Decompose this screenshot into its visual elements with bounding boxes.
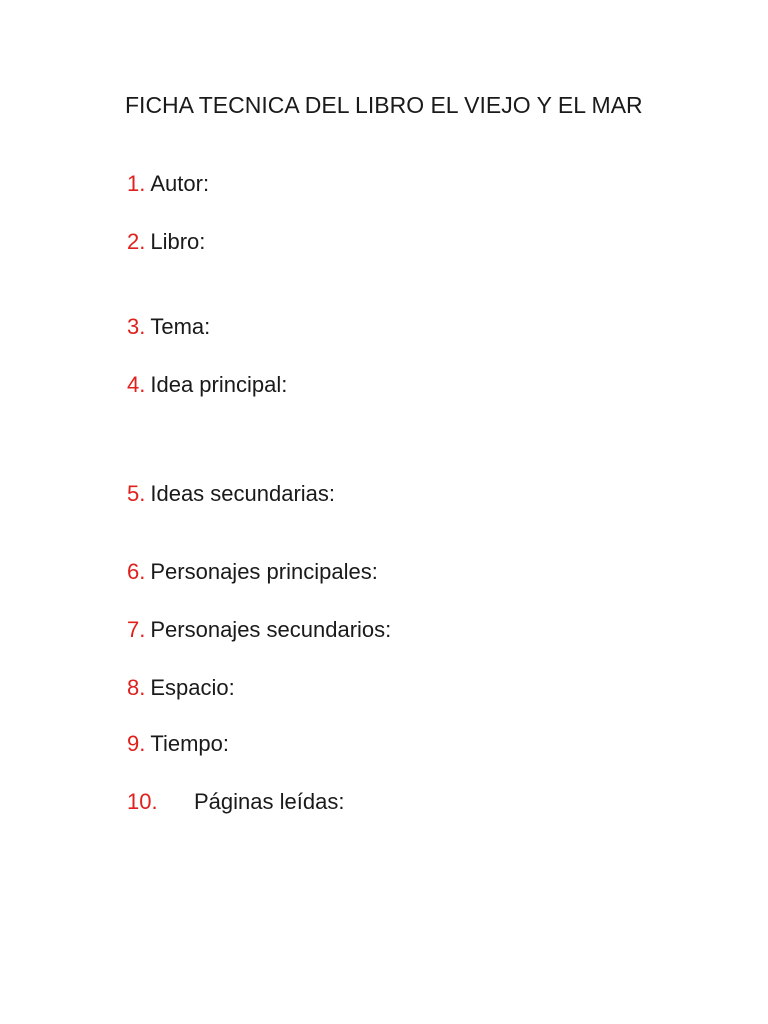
list-item-espacio: [127, 674, 235, 702]
item-label: Tiempo:: [150, 731, 230, 756]
list-item-libro: [127, 228, 205, 256]
item-number: 8.: [127, 675, 146, 700]
item-label: Personajes secundarios:: [150, 617, 392, 642]
item-label: Libro:: [150, 229, 206, 254]
item-number: 6.: [127, 559, 146, 584]
item-number: 1.: [127, 171, 146, 196]
item-number: 7.: [127, 617, 146, 642]
item-number: 2.: [127, 229, 146, 254]
item-label: Ideas secundarias:: [150, 481, 336, 506]
item-label: Idea principal:: [150, 372, 288, 397]
item-label: Tema:: [150, 314, 211, 339]
item-number: 10.: [127, 789, 158, 814]
page-title: FICHA TECNICA DEL LIBRO EL VIEJO Y EL MAR: [125, 92, 643, 118]
list-item-ideas-secundarias: [127, 480, 335, 508]
item-number: 5.: [127, 481, 146, 506]
list-item-tema: [127, 313, 210, 341]
list-item-tiempo: [127, 730, 229, 758]
item-label: Páginas leídas:: [194, 789, 345, 814]
item-label: Autor:: [150, 171, 210, 196]
item-number: 9.: [127, 731, 146, 756]
list-item-idea-principal: [127, 371, 287, 399]
item-label: Personajes principales:: [150, 559, 378, 584]
list-item-autor: [127, 170, 209, 198]
list-item-paginas-leidas: [127, 788, 344, 816]
item-number: 4.: [127, 372, 146, 397]
item-label: Espacio:: [150, 675, 235, 700]
list-item-personajes-principales: [127, 558, 378, 586]
list-item-personajes-secundarios: [127, 616, 391, 644]
item-number: 3.: [127, 314, 146, 339]
